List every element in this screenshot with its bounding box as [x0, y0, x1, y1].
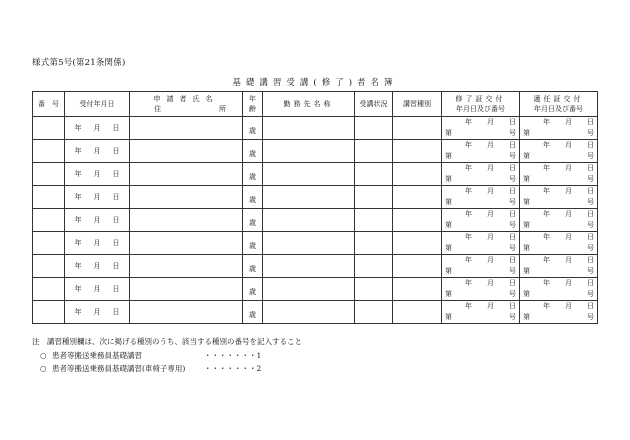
- month-label: 月: [487, 302, 494, 310]
- note-item: [40, 363, 262, 374]
- dai-label: 第: [445, 175, 452, 183]
- month-label: 月: [487, 141, 494, 149]
- bullet-circle-icon: ○: [40, 351, 47, 360]
- age-cell: [243, 163, 263, 186]
- day-label: 日: [587, 302, 594, 310]
- age-cell: [243, 255, 263, 278]
- header-course-type: [393, 92, 442, 117]
- age-unit-label: 歳: [249, 150, 256, 158]
- completion-cert-cell: [442, 140, 520, 163]
- year-label: 年: [465, 302, 472, 310]
- number-cell: [33, 255, 65, 278]
- table-row: [33, 232, 598, 255]
- go-label: 号: [587, 221, 594, 229]
- header-applicant: [130, 92, 243, 117]
- course-type-cell: [393, 209, 442, 232]
- table-row: [33, 117, 598, 140]
- status-cell: [355, 232, 393, 255]
- received-date-cell: [65, 255, 130, 278]
- completion-cert-cell: [442, 117, 520, 140]
- dai-label: 第: [523, 313, 530, 321]
- go-label: 号: [509, 267, 516, 275]
- age-cell: [243, 186, 263, 209]
- status-cell: [355, 301, 393, 324]
- go-label: 号: [587, 152, 594, 160]
- note-heading: 注 講習種別欄は、次に掲げる種別のうち、該当する種別の番号を記入すること: [32, 337, 302, 346]
- header-suitability: [520, 92, 598, 117]
- go-label: 号: [587, 290, 594, 298]
- day-label: 日: [509, 164, 516, 172]
- day-label: 日: [587, 187, 594, 195]
- year-label: 年: [543, 256, 550, 264]
- day-label: 日: [112, 170, 120, 178]
- age-unit-label: 歳: [249, 219, 256, 227]
- month-label: 月: [487, 187, 494, 195]
- month-label: 月: [565, 302, 572, 310]
- received-date-cell: [65, 301, 130, 324]
- day-label: 日: [587, 118, 594, 126]
- year-label: 年: [543, 279, 550, 287]
- table-header-row: [33, 92, 598, 117]
- completion-cert-cell: [442, 255, 520, 278]
- header-status-label: 受講状況: [359, 100, 388, 108]
- year-label: 年: [74, 170, 82, 178]
- course-type-cell: [393, 232, 442, 255]
- header-number-label: 番 号: [38, 100, 59, 108]
- course-type-cell: [393, 140, 442, 163]
- month-label: 月: [565, 233, 572, 241]
- month-label: 月: [93, 147, 101, 155]
- dai-label: 第: [445, 313, 452, 321]
- table-row: [33, 163, 598, 186]
- received-date-cell: [65, 278, 130, 301]
- go-label: 号: [509, 198, 516, 206]
- status-cell: [355, 140, 393, 163]
- workplace-cell: [263, 117, 355, 140]
- year-label: 年: [465, 233, 472, 241]
- day-label: 日: [509, 279, 516, 287]
- month-label: 月: [565, 141, 572, 149]
- day-label: 日: [112, 262, 120, 270]
- month-label: 月: [93, 193, 101, 201]
- day-label: 日: [112, 216, 120, 224]
- number-cell: [33, 117, 65, 140]
- year-label: 年: [543, 210, 550, 218]
- year-label: 年: [465, 187, 472, 195]
- dai-label: 第: [523, 152, 530, 160]
- number-cell: [33, 186, 65, 209]
- dai-label: 第: [523, 267, 530, 275]
- table-row: [33, 255, 598, 278]
- suitability-cert-cell: [520, 255, 598, 278]
- header-date: [65, 92, 130, 117]
- table-row: [33, 301, 598, 324]
- header-age-label-1: 年: [249, 95, 256, 103]
- number-cell: [33, 209, 65, 232]
- applicant-cell: [130, 186, 243, 209]
- dai-label: 第: [445, 152, 452, 160]
- workplace-cell: [263, 301, 355, 324]
- year-label: 年: [74, 216, 82, 224]
- suitability-cert-cell: [520, 301, 598, 324]
- note-item-label: 患者等搬送乗務員基礎講習: [52, 351, 142, 360]
- table-row: [33, 209, 598, 232]
- age-unit-label: 歳: [249, 127, 256, 135]
- month-label: 月: [93, 285, 101, 293]
- note-item: [40, 350, 262, 361]
- day-label: 日: [112, 124, 120, 132]
- month-label: 月: [93, 124, 101, 132]
- day-label: 日: [509, 256, 516, 264]
- applicant-cell: [130, 232, 243, 255]
- go-label: 号: [587, 129, 594, 137]
- page-title: 基礎講習受講(修了)者名簿: [232, 78, 398, 88]
- month-label: 月: [93, 216, 101, 224]
- table-row: [33, 186, 598, 209]
- year-label: 年: [543, 302, 550, 310]
- age-cell: [243, 301, 263, 324]
- header-suitability-label-1: 適任証交付: [533, 95, 584, 103]
- go-label: 号: [509, 290, 516, 298]
- go-label: 号: [509, 221, 516, 229]
- day-label: 日: [587, 256, 594, 264]
- note-item-code: ・・・・・・・2: [204, 364, 262, 373]
- age-cell: [243, 140, 263, 163]
- year-label: 年: [465, 210, 472, 218]
- header-workplace-label: 勤務先名称: [283, 100, 334, 108]
- dai-label: 第: [445, 198, 452, 206]
- workplace-cell: [263, 278, 355, 301]
- number-cell: [33, 163, 65, 186]
- dai-label: 第: [445, 267, 452, 275]
- year-label: 年: [543, 164, 550, 172]
- status-cell: [355, 117, 393, 140]
- received-date-cell: [65, 163, 130, 186]
- go-label: 号: [587, 175, 594, 183]
- workplace-cell: [263, 186, 355, 209]
- dai-label: 第: [523, 221, 530, 229]
- number-cell: [33, 278, 65, 301]
- day-label: 日: [509, 141, 516, 149]
- go-label: 号: [509, 152, 516, 160]
- day-label: 日: [509, 187, 516, 195]
- applicant-cell: [130, 278, 243, 301]
- workplace-cell: [263, 232, 355, 255]
- received-date-cell: [65, 209, 130, 232]
- age-cell: [243, 232, 263, 255]
- workplace-cell: [263, 163, 355, 186]
- month-label: 月: [487, 118, 494, 126]
- table-row: [33, 140, 598, 163]
- workplace-cell: [263, 209, 355, 232]
- suitability-cert-cell: [520, 278, 598, 301]
- age-unit-label: 歳: [249, 196, 256, 204]
- month-label: 月: [565, 279, 572, 287]
- suitability-cert-cell: [520, 232, 598, 255]
- month-label: 月: [565, 187, 572, 195]
- applicant-cell: [130, 209, 243, 232]
- age-unit-label: 歳: [249, 242, 256, 250]
- number-cell: [33, 232, 65, 255]
- header-number: [33, 92, 65, 117]
- dai-label: 第: [523, 129, 530, 137]
- course-type-cell: [393, 186, 442, 209]
- note-item-label: 患者等搬送乗務員基礎講習(車椅子専用): [52, 364, 186, 373]
- header-course-type-label: 講習種別: [403, 100, 431, 108]
- received-date-cell: [65, 186, 130, 209]
- header-applicant-name-label: 申請者氏名: [153, 95, 219, 103]
- header-status: [355, 92, 393, 117]
- go-label: 号: [509, 313, 516, 321]
- received-date-cell: [65, 140, 130, 163]
- received-date-cell: [65, 117, 130, 140]
- month-label: 月: [93, 239, 101, 247]
- day-label: 日: [112, 239, 120, 247]
- suitability-cert-cell: [520, 186, 598, 209]
- go-label: 号: [509, 129, 516, 137]
- dai-label: 第: [523, 175, 530, 183]
- bullet-circle-icon: ○: [40, 364, 47, 373]
- applicant-cell: [130, 301, 243, 324]
- go-label: 号: [587, 267, 594, 275]
- age-unit-label: 歳: [249, 265, 256, 273]
- year-label: 年: [543, 233, 550, 241]
- applicant-cell: [130, 117, 243, 140]
- status-cell: [355, 209, 393, 232]
- suitability-cert-cell: [520, 209, 598, 232]
- age-unit-label: 歳: [249, 288, 256, 296]
- day-label: 日: [112, 285, 120, 293]
- year-label: 年: [465, 279, 472, 287]
- table-row: [33, 278, 598, 301]
- header-address-label-b: 所: [219, 105, 226, 113]
- age-unit-label: 歳: [249, 173, 256, 181]
- day-label: 日: [112, 147, 120, 155]
- month-label: 月: [565, 164, 572, 172]
- suitability-cert-cell: [520, 140, 598, 163]
- completion-cert-cell: [442, 163, 520, 186]
- dai-label: 第: [445, 290, 452, 298]
- received-date-cell: [65, 232, 130, 255]
- month-label: 月: [487, 256, 494, 264]
- go-label: 号: [587, 313, 594, 321]
- go-label: 号: [587, 198, 594, 206]
- month-label: 月: [487, 233, 494, 241]
- dai-label: 第: [445, 129, 452, 137]
- applicant-cell: [130, 255, 243, 278]
- course-type-cell: [393, 278, 442, 301]
- status-cell: [355, 255, 393, 278]
- completion-cert-cell: [442, 301, 520, 324]
- year-label: 年: [465, 118, 472, 126]
- course-type-cell: [393, 117, 442, 140]
- header-completion: [442, 92, 520, 117]
- day-label: 日: [509, 302, 516, 310]
- day-label: 日: [509, 210, 516, 218]
- go-label: 号: [587, 244, 594, 252]
- note-item-code: ・・・・・・・1: [204, 351, 262, 360]
- year-label: 年: [465, 164, 472, 172]
- age-cell: [243, 278, 263, 301]
- completion-cert-cell: [442, 232, 520, 255]
- workplace-cell: [263, 140, 355, 163]
- day-label: 日: [587, 233, 594, 241]
- age-unit-label: 歳: [249, 311, 256, 319]
- month-label: 月: [93, 170, 101, 178]
- year-label: 年: [543, 187, 550, 195]
- status-cell: [355, 186, 393, 209]
- dai-label: 第: [445, 221, 452, 229]
- month-label: 月: [487, 210, 494, 218]
- applicant-cell: [130, 163, 243, 186]
- header-age: [243, 92, 263, 117]
- day-label: 日: [112, 193, 120, 201]
- applicant-cell: [130, 140, 243, 163]
- header-address-label-a: 住: [154, 105, 161, 113]
- year-label: 年: [465, 256, 472, 264]
- day-label: 日: [587, 141, 594, 149]
- status-cell: [355, 278, 393, 301]
- year-label: 年: [74, 239, 82, 247]
- number-cell: [33, 301, 65, 324]
- register-table: [32, 91, 598, 324]
- completion-cert-cell: [442, 278, 520, 301]
- dai-label: 第: [523, 198, 530, 206]
- day-label: 日: [587, 210, 594, 218]
- year-label: 年: [74, 308, 82, 316]
- dai-label: 第: [523, 290, 530, 298]
- day-label: 日: [112, 308, 120, 316]
- year-label: 年: [74, 147, 82, 155]
- suitability-cert-cell: [520, 163, 598, 186]
- form-number: 様式第5号(第21条関係): [32, 58, 126, 68]
- header-workplace: [263, 92, 355, 117]
- month-label: 月: [565, 210, 572, 218]
- day-label: 日: [509, 233, 516, 241]
- month-label: 月: [565, 118, 572, 126]
- number-cell: [33, 140, 65, 163]
- year-label: 年: [543, 118, 550, 126]
- suitability-cert-cell: [520, 117, 598, 140]
- month-label: 月: [565, 256, 572, 264]
- year-label: 年: [74, 262, 82, 270]
- dai-label: 第: [445, 244, 452, 252]
- completion-cert-cell: [442, 186, 520, 209]
- go-label: 号: [509, 175, 516, 183]
- year-label: 年: [465, 141, 472, 149]
- year-label: 年: [74, 285, 82, 293]
- header-completion-label-1: 修了証交付: [455, 95, 506, 103]
- go-label: 号: [509, 244, 516, 252]
- header-suitability-label-2: 年月日及び番号: [534, 105, 583, 113]
- age-cell: [243, 117, 263, 140]
- dai-label: 第: [523, 244, 530, 252]
- month-label: 月: [487, 164, 494, 172]
- month-label: 月: [93, 308, 101, 316]
- day-label: 日: [587, 164, 594, 172]
- status-cell: [355, 163, 393, 186]
- completion-cert-cell: [442, 209, 520, 232]
- course-type-cell: [393, 255, 442, 278]
- day-label: 日: [509, 118, 516, 126]
- year-label: 年: [543, 141, 550, 149]
- month-label: 月: [93, 262, 101, 270]
- month-label: 月: [487, 279, 494, 287]
- year-label: 年: [74, 124, 82, 132]
- header-age-label-2: 齢: [249, 105, 256, 113]
- header-date-label: 受付年月日: [79, 100, 115, 108]
- year-label: 年: [74, 193, 82, 201]
- age-cell: [243, 209, 263, 232]
- day-label: 日: [587, 279, 594, 287]
- course-type-cell: [393, 163, 442, 186]
- workplace-cell: [263, 255, 355, 278]
- course-type-cell: [393, 301, 442, 324]
- header-completion-label-2: 年月日及び番号: [456, 105, 505, 113]
